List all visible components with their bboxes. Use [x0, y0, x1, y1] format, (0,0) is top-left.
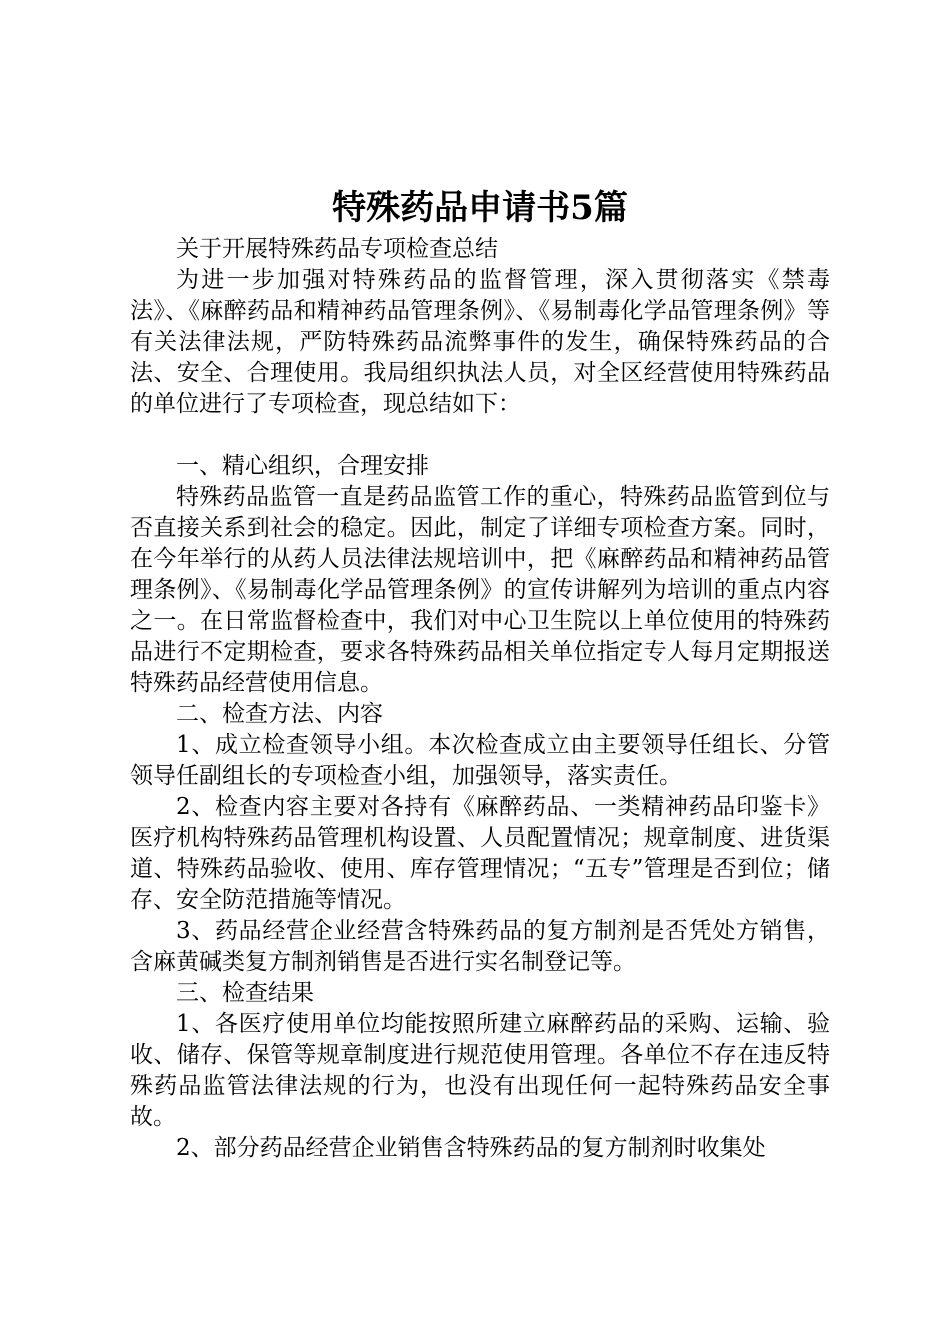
paragraph-section-1: 特殊药品监管一直是药品监管工作的重心，特殊药品监管到位与否直接关系到社会的稳定。因此，制定了详细专项检查方案。同时，在今年举行的从药人员法律法规培训中，把《麻醉药品和精神药品管理条例》、《易制毒化学品管理条例》的宣传讲解列为培训的重点内容之一。在日常监督检查中，我们对中心卫生院以上单位使用的特殊药品进行不定期检查，要求各特殊药品相关单位指定专人每月定期报送特殊药品经营使用信息。	[130, 484, 830, 696]
paragraph-item-3-2: 2、部分药品经营企业销售含特殊药品的复方制剂时收集处	[176, 1135, 766, 1161]
document-title: 特殊药品申请书5篇	[332, 188, 628, 228]
paragraph-item-2-2: 2、检查内容主要对各持有《麻醉药品、一类精神药品印鉴卡》医疗机构特殊药品管理机构设置、人员配置情况；规章制度、进货渠道、特殊药品验收、使用、库存管理情况；“五专”管理是否到位；储存、安全防范措施等情况。	[130, 794, 830, 913]
paragraph-intro: 为进一步加强对特殊药品的监督管理，深入贯彻落实《禁毒法》、《麻醉药品和精神药品管理条例》、《易制毒化学品管理条例》等有关法律法规，严防特殊药品流弊事件的发生，确保特殊药品的合法、安全、合理使用。我局组织执法人员，对全区经营使用特殊药品的单位进行了专项检查，现总结如下：	[130, 267, 830, 417]
paragraph-item-3-1: 1、各医疗使用单位均能按照所建立麻醉药品的采购、运输、验收、储存、保管等规章制度进行规范使用管理。各单位不存在违反特殊药品监管法律法规的行为，也没有出现任何一起特殊药品安全事故。	[130, 1011, 830, 1130]
document-body	[130, 234, 830, 1164]
section-heading-2: 二、检查方法、内容	[176, 701, 383, 727]
section-heading-1: 一、精心组织，合理安排	[176, 453, 429, 479]
paragraph-item-2-3: 3、药品经营企业经营含特殊药品的复方制剂是否凭处方销售，含麻黄碱类复方制剂销售是否进行实名制登记等。	[130, 918, 830, 975]
paragraph-subtitle: 关于开展特殊药品专项检查总结	[176, 236, 498, 262]
section-heading-3: 三、检查结果	[176, 980, 314, 1006]
paragraph-item-2-1: 1、成立检查领导小组。本次检查成立由主要领导任组长、分管领导任副组长的专项检查小组，加强领导，落实责任。	[130, 732, 830, 789]
